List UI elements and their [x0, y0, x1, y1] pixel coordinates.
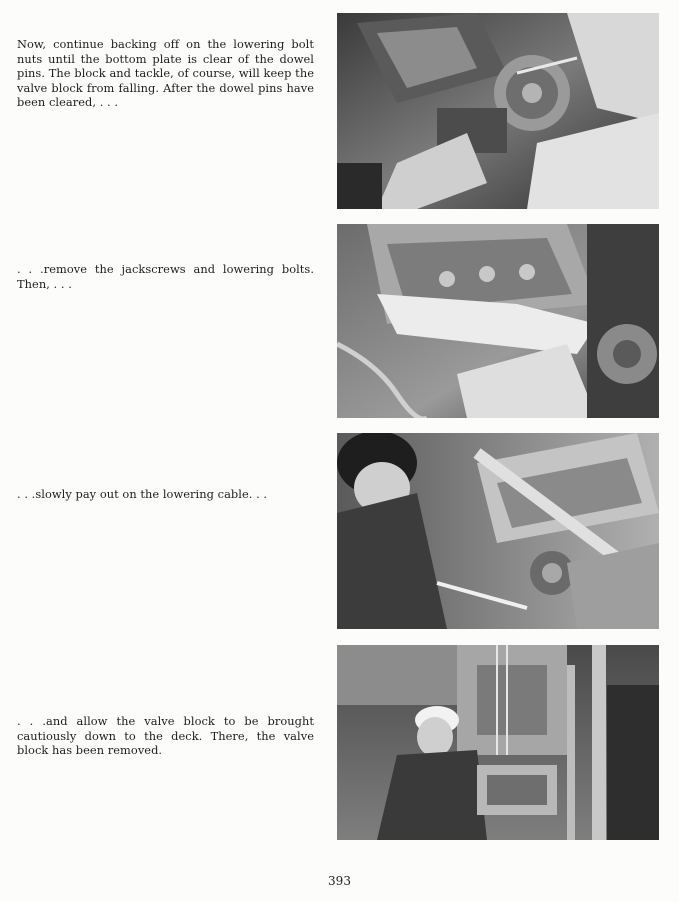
photo-backing-off-nuts	[337, 13, 659, 209]
photo-valve-block-removed	[337, 645, 659, 840]
caption-step-4: . . .and allow the valve block to be brought cautiously down to the deck. There, the valve block has been removed.	[17, 714, 314, 758]
caption-step-2: . . .remove the jackscrews and lowering bolts. Then, . . .	[17, 262, 314, 291]
page-number: 393	[328, 874, 351, 888]
photo-lowering-cable	[337, 433, 659, 629]
caption-step-1: Now, continue backing off on the lowering bolt nuts until the bottom plate is clear of the dowel pins. The block and tackle, of course, will keep the valve block from falling. After the dowel pins have been cleared, . . .	[17, 37, 314, 110]
caption-step-3: . . .slowly pay out on the lowering cable. . .	[17, 487, 268, 501]
photo-removing-jackscrews	[337, 224, 659, 418]
